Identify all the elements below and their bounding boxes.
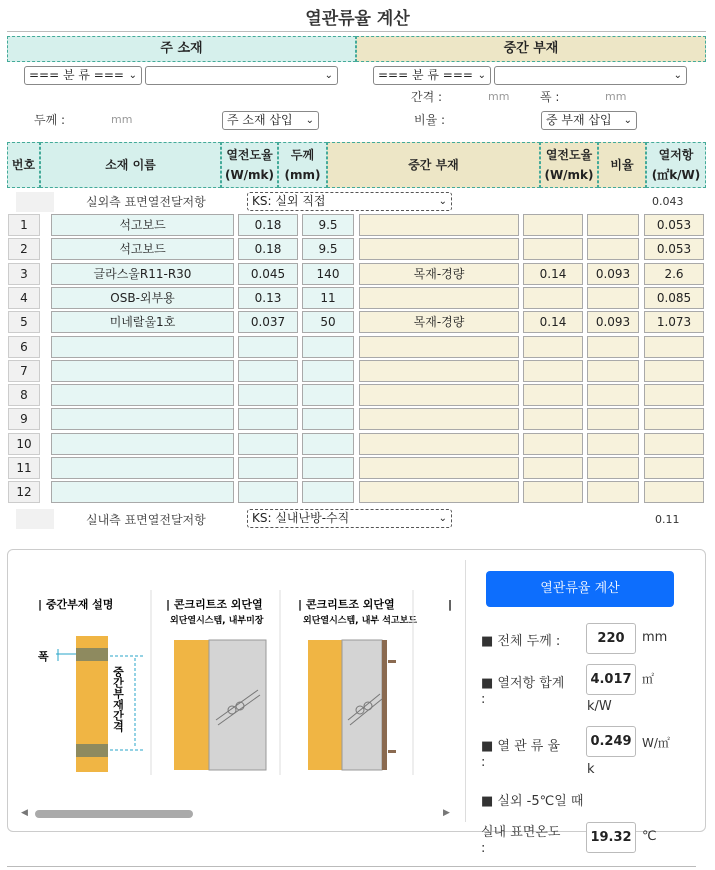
indoor-surface-label: 실내 표면온도 xyxy=(481,825,561,840)
header-ratio: 비율 xyxy=(598,142,646,188)
row-10-cond-cell[interactable] xyxy=(238,433,298,455)
row-2-cond-cell[interactable]: 0.18 xyxy=(238,238,298,260)
row-10-ratio-cell[interactable] xyxy=(587,433,639,455)
chevron-down-icon: ⌄ xyxy=(438,196,447,207)
indoor-surface-value[interactable]: 19.32 xyxy=(586,822,636,853)
header-mid-conductivity: 열전도율 (W/mk) xyxy=(540,142,598,188)
row-7-ratio-cell[interactable] xyxy=(587,360,639,382)
row-4-ratio-cell[interactable] xyxy=(587,287,639,309)
row-6-mid-cell[interactable] xyxy=(359,336,519,358)
bottom-divider xyxy=(7,866,696,867)
row-12-cond-cell[interactable] xyxy=(238,481,298,503)
row-1-mid-cell[interactable] xyxy=(359,214,519,236)
row-2-num: 2 xyxy=(8,238,40,260)
row-2-mcond-cell[interactable] xyxy=(523,238,583,260)
chevron-down-icon: ⌄ xyxy=(305,115,314,126)
row-6-cond-cell[interactable] xyxy=(238,336,298,358)
row-3-cond-cell[interactable]: 0.045 xyxy=(238,263,298,285)
d1-title: | 중간부재 설명 xyxy=(38,598,114,611)
row-9-mcond-cell[interactable] xyxy=(523,408,583,430)
insert-main-select[interactable]: 주 소재 삽입 ⌄ xyxy=(222,111,319,130)
outdoor-condition-label: ■ 실외 -5℃일 때 xyxy=(481,794,584,809)
d2-title: | 콘크리트조 외단열 xyxy=(166,598,263,611)
row-3-ratio-cell[interactable]: 0.093 xyxy=(587,263,639,285)
row-3-mid-cell[interactable]: 목재-경량 xyxy=(359,263,519,285)
row-7-num: 7 xyxy=(8,360,40,382)
row-6-name-cell[interactable] xyxy=(51,336,234,358)
row-10-num: 10 xyxy=(8,433,40,455)
row-8-res-cell[interactable] xyxy=(644,384,704,406)
total-thickness-value[interactable]: 220 xyxy=(586,623,636,654)
row-7-thick-cell[interactable] xyxy=(302,360,354,382)
row-2-res-cell[interactable]: 0.053 xyxy=(644,238,704,260)
row-11-mcond-cell[interactable] xyxy=(523,457,583,479)
row-9-thick-cell[interactable] xyxy=(302,408,354,430)
mid-category-select[interactable]: === 분 류 === ⌄ xyxy=(373,66,491,85)
d3-subtitle: 외단열시스템, 내부 석고보드 xyxy=(303,616,418,626)
d1-spacing-label: 중간부재간격 xyxy=(111,666,125,732)
row-2-thick-cell[interactable]: 9.5 xyxy=(302,238,354,260)
header-conductivity: 열전도율 (W/mk) xyxy=(221,142,278,188)
u-value-unit-1: W/㎡ xyxy=(642,736,670,750)
row-9-res-cell[interactable] xyxy=(644,408,704,430)
row-6-num: 6 xyxy=(8,336,40,358)
main-material-select[interactable] xyxy=(145,66,338,85)
row-8-ratio-cell[interactable] xyxy=(587,384,639,406)
row-5-ratio-cell[interactable]: 0.093 xyxy=(587,311,639,333)
indoor-surface-unit: ℃ xyxy=(642,829,657,844)
row-3-mcond-cell[interactable]: 0.14 xyxy=(523,263,583,285)
row-2-name-cell[interactable]: 석고보드 xyxy=(51,238,234,260)
header-resistance: 열저항 (㎡k/W) xyxy=(646,142,706,188)
row-6-thick-cell[interactable] xyxy=(302,336,354,358)
row-9-num: 9 xyxy=(8,408,40,430)
row-1-num: 1 xyxy=(8,214,40,236)
row-11-name-cell[interactable] xyxy=(51,457,234,479)
row-8-mid-cell[interactable] xyxy=(359,384,519,406)
main-category-select[interactable]: === 분 류 === ⌄ xyxy=(24,66,142,85)
scroll-right-icon[interactable]: ▶ xyxy=(443,808,450,818)
row-1-name-cell[interactable]: 석고보드 xyxy=(51,214,234,236)
u-value-colon: : xyxy=(481,755,486,770)
row-10-mcond-cell[interactable] xyxy=(523,433,583,455)
header-number: 번호 xyxy=(7,142,40,188)
inner-row-blank xyxy=(16,509,54,529)
row-11-num: 11 xyxy=(8,457,40,479)
member-top xyxy=(76,648,108,661)
row-9-ratio-cell[interactable] xyxy=(587,408,639,430)
inner-surface-select[interactable]: KS: 실내난방-수직 ⌄ xyxy=(247,509,452,528)
row-5-thick-cell[interactable]: 50 xyxy=(302,311,354,333)
outer-surface-select[interactable]: KS: 실외 직접 ⌄ xyxy=(247,192,452,211)
row-12-num: 12 xyxy=(8,481,40,503)
row-12-ratio-cell[interactable] xyxy=(587,481,639,503)
row-1-thick-cell[interactable]: 9.5 xyxy=(302,214,354,236)
row-4-thick-cell[interactable]: 11 xyxy=(302,287,354,309)
total-thickness-unit: mm xyxy=(642,630,668,645)
row-4-mid-cell[interactable] xyxy=(359,287,519,309)
d2-subtitle: 외단열시스템, 내부미장 xyxy=(170,616,264,626)
row-4-num: 4 xyxy=(8,287,40,309)
row-7-name-cell[interactable] xyxy=(51,360,234,382)
calculate-button[interactable]: 열관류율 계산 xyxy=(486,571,674,607)
row-10-thick-cell[interactable] xyxy=(302,433,354,455)
resistance-unit-2: k/W xyxy=(587,699,612,714)
width-input[interactable]: mm xyxy=(605,90,627,103)
diagram-scroll-area[interactable] xyxy=(18,560,455,808)
row-3-thick-cell[interactable]: 140 xyxy=(302,263,354,285)
d1-width-label: 폭 xyxy=(38,650,49,663)
resistance-unit-1: ㎡ xyxy=(642,672,655,686)
row-5-name-cell[interactable]: 미네랄울1호 xyxy=(51,311,234,333)
row-1-cond-cell[interactable]: 0.18 xyxy=(238,214,298,236)
u-value-value[interactable]: 0.249 xyxy=(586,726,636,757)
insert-mid-select[interactable]: 중 부재 삽입 ⌄ xyxy=(541,111,637,130)
chevron-down-icon: ⌄ xyxy=(438,513,447,524)
resistance-value[interactable]: 4.017 xyxy=(586,664,636,695)
u-value-label: ■ 열 관 류 율 xyxy=(481,739,561,754)
row-9-name-cell[interactable] xyxy=(51,408,234,430)
row-7-mid-cell[interactable] xyxy=(359,360,519,382)
row-5-num: 5 xyxy=(8,311,40,333)
row-7-mcond-cell[interactable] xyxy=(523,360,583,382)
row-4-res-cell[interactable]: 0.085 xyxy=(644,287,704,309)
row-4-mcond-cell[interactable] xyxy=(523,287,583,309)
diagram-images xyxy=(18,560,455,808)
row-1-res-cell[interactable]: 0.053 xyxy=(644,214,704,236)
row-12-mid-cell[interactable] xyxy=(359,481,519,503)
chevron-down-icon: ⌄ xyxy=(623,115,632,126)
outer-surface-label: 실외측 표면열전달저항 xyxy=(86,195,206,209)
row-7-cond-cell[interactable] xyxy=(238,360,298,382)
row-8-mcond-cell[interactable] xyxy=(523,384,583,406)
resistance-colon: : xyxy=(481,692,486,707)
thickness-label: 두께 : xyxy=(34,113,66,127)
row-12-name-cell[interactable] xyxy=(51,481,234,503)
outer-surface-value: 0.043 xyxy=(652,195,684,208)
ratio-label: 비율 : xyxy=(414,113,446,127)
row-11-ratio-cell[interactable] xyxy=(587,457,639,479)
row-6-ratio-cell[interactable] xyxy=(587,336,639,358)
row-3-name-cell[interactable]: 글라스울R11-R30 xyxy=(51,263,234,285)
row-5-cond-cell[interactable]: 0.037 xyxy=(238,311,298,333)
chevron-down-icon: ⌄ xyxy=(673,70,682,81)
spacing-label: 간격 : xyxy=(411,90,443,104)
inner-surface-value: 0.11 xyxy=(655,513,680,526)
horizontal-scrollbar[interactable] xyxy=(18,808,455,820)
row-10-res-cell[interactable] xyxy=(644,433,704,455)
row-12-thick-cell[interactable] xyxy=(302,481,354,503)
row-12-mcond-cell[interactable] xyxy=(523,481,583,503)
row-12-res-cell[interactable] xyxy=(644,481,704,503)
header-material-name: 소재 이름 xyxy=(40,142,221,188)
row-9-mid-cell[interactable] xyxy=(359,408,519,430)
spacing-input[interactable]: mm xyxy=(488,90,510,103)
row-1-ratio-cell[interactable] xyxy=(587,214,639,236)
mid-material-select[interactable] xyxy=(494,66,687,85)
u-value-unit-2: k xyxy=(587,762,595,777)
row-8-name-cell[interactable] xyxy=(51,384,234,406)
chevron-down-icon: ⌄ xyxy=(324,70,333,81)
row-10-name-cell[interactable] xyxy=(51,433,234,455)
header-thickness: 두께 (mm) xyxy=(278,142,327,188)
row-3-res-cell[interactable]: 2.6 xyxy=(644,263,704,285)
total-thickness-label: ■ 전체 두께 : xyxy=(481,634,561,649)
mid-member-header: 중간 부재 xyxy=(356,36,706,62)
row-4-cond-cell[interactable]: 0.13 xyxy=(238,287,298,309)
row-9-cond-cell[interactable] xyxy=(238,408,298,430)
row-5-res-cell[interactable]: 1.073 xyxy=(644,311,704,333)
scroll-left-icon[interactable]: ◀ xyxy=(21,808,28,818)
row-1-mcond-cell[interactable] xyxy=(523,214,583,236)
inner-surface-label: 실내측 표면열전달저항 xyxy=(86,513,206,527)
panel-divider xyxy=(465,560,466,822)
row-5-mid-cell[interactable]: 목재-경량 xyxy=(359,311,519,333)
chevron-down-icon: ⌄ xyxy=(128,70,137,81)
indoor-surface-colon: : xyxy=(481,841,486,856)
page-title: 열관류율 계산 xyxy=(305,9,410,29)
row-3-num: 3 xyxy=(8,263,40,285)
member-bottom xyxy=(76,744,108,757)
row-8-cond-cell[interactable] xyxy=(238,384,298,406)
row-2-ratio-cell[interactable] xyxy=(587,238,639,260)
chevron-down-icon: ⌄ xyxy=(477,70,486,81)
row-5-mcond-cell[interactable]: 0.14 xyxy=(523,311,583,333)
row-11-res-cell[interactable] xyxy=(644,457,704,479)
d4-title: | xyxy=(448,598,453,611)
row-4-name-cell[interactable]: OSB-외부용 xyxy=(51,287,234,309)
title-divider xyxy=(7,31,706,32)
row-7-res-cell[interactable] xyxy=(644,360,704,382)
width-label: 폭 : xyxy=(540,90,560,104)
row-10-mid-cell[interactable] xyxy=(359,433,519,455)
row-11-mid-cell[interactable] xyxy=(359,457,519,479)
row-6-res-cell[interactable] xyxy=(644,336,704,358)
row-11-cond-cell[interactable] xyxy=(238,457,298,479)
thickness-input[interactable]: mm xyxy=(111,113,133,126)
scrollbar-thumb[interactable] xyxy=(35,810,193,818)
outer-row-blank xyxy=(16,192,54,212)
header-mid-member: 중간 부재 xyxy=(327,142,540,188)
resistance-label: ■ 열저항 합계 xyxy=(481,676,565,691)
d3-title: | 콘크리트조 외단열 xyxy=(298,598,395,611)
row-11-thick-cell[interactable] xyxy=(302,457,354,479)
row-8-thick-cell[interactable] xyxy=(302,384,354,406)
row-8-num: 8 xyxy=(8,384,40,406)
row-6-mcond-cell[interactable] xyxy=(523,336,583,358)
main-material-header: 주 소재 xyxy=(7,36,356,62)
row-2-mid-cell[interactable] xyxy=(359,238,519,260)
